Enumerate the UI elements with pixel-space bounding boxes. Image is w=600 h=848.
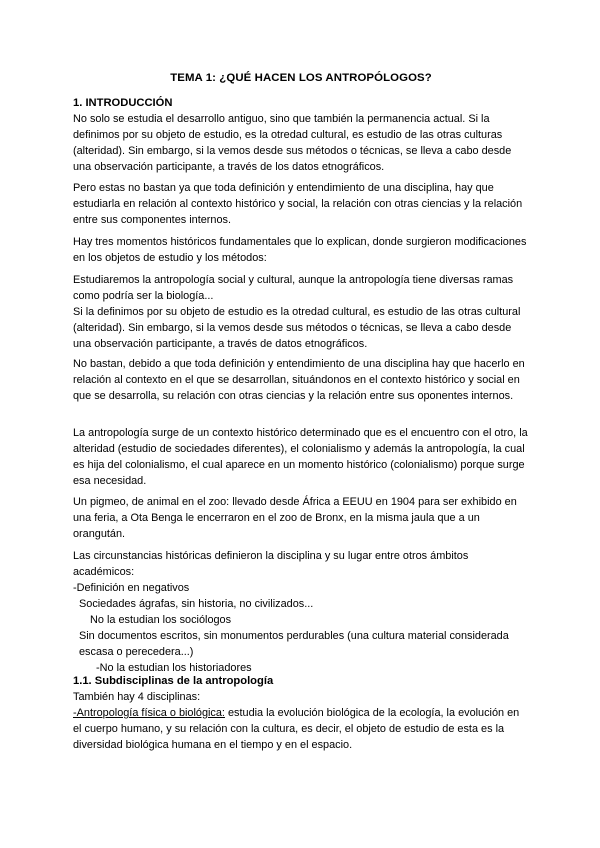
subdisciplinas-block [73,689,529,753]
paragraph-3: Hay tres momentos históricos fundamentales que lo explican, donde surgieron modificaciones en los objetos de estudio y los métodos: [73,236,527,264]
paragraph-8 [73,548,529,676]
paragraph-6: La antropología surge de un contexto histórico determinado que es el encuentro con el otro, la alteridad (estudio de sociedades diferentes), el colonialismo y además la antropología, la cual es hija del colonialismo, el cual aparece en un momento histórico (colonialismo) porque surge esa necesidad. [73,427,528,487]
subdisciplina-item-1 [73,705,529,753]
section-heading-introduccion: 1. INTRODUCCIÓN [73,97,173,109]
paragraph-4a: Estudiaremos la antropología social y cultural, aunque la antropología tiene diversas ramas como podría ser la biología... [73,274,514,302]
list-line-3: No la estudian los sociólogos [90,614,232,626]
paragraph-4 [73,272,529,352]
paragraph-1: No solo se estudia el desarrollo antiguo, sino que también la permanencia actual. Si la definimos por su objeto de estudio, es la otredad cultural, es estudio de las otras culturas (alteridad). Sin embargo, si la vemos desde sus métodos o técnicas, se lleva a cabo desde una observación participante, a través de los datos etnográficos. [73,113,512,173]
list-line-2: Sociedades ágrafas, sin historia, no civilizados... [79,598,314,610]
list-line-1: -Definición en negativos [73,582,190,594]
paragraph-7: Un pigmeo, de animal en el zoo: llevado desde África a EEUU en 1904 para ser exhibido en una feria, a Ota Benga le encerraron en el zoo de Bronx, en la misma jaula que a un orangután. [73,496,517,540]
paragraph-8-text: Las circunstancias históricas definieron la disciplina y su lugar entre otros ámbitos académicos: [73,550,469,578]
subdisciplinas-intro: También hay 4 disciplinas: [73,691,201,703]
list-line-5: -No la estudian los historiadores [96,662,252,674]
paragraph-5: No bastan, debido a que toda definición y entendimiento de una disciplina hay que hacerlo en relación al contexto en el que se desarrollan, situándonos en el contexto histórico y social en que se desarrolla, su relación con otras ciencias y la relación entre sus oponentes internos. [73,358,525,402]
paragraph-4b: Si la definimos por su objeto de estudio es la otredad cultural, es estudio de las otras cultural (alteridad). Sin embargo, si la vemos desde sus métodos o técnicas, se lleva a cabo desde una observación participante, a través de datos etnográficos. [73,306,521,350]
list-line-4: Sin documentos escritos, sin monumentos perdurables (una cultura material considerada escasa o perecedera...) [79,630,509,658]
paragraph-2: Pero estas no bastan ya que toda definición y entendimiento de una disciplina, hay que estudiarla en relación al contexto histórico y social, la relación con otras ciencias y la relación entre sus componentes internos. [73,182,523,226]
subdisciplina-item-1-text: estudia la evolución biológica de la ecología, la evolución en el cuerpo humano, y su relación con la cultura, es decir, el objeto de estudio de esta es la diversidad biológica humana en el tiempo y en el espacio. [73,707,520,751]
section-heading-subdisciplinas: 1.1. Subdisciplinas de la antropología [73,675,274,687]
subdisciplina-item-1-label: -Antropología física o biológica: [73,707,225,719]
document-title: TEMA 1: ¿QUÉ HACEN LOS ANTROPÓLOGOS? [170,72,432,84]
